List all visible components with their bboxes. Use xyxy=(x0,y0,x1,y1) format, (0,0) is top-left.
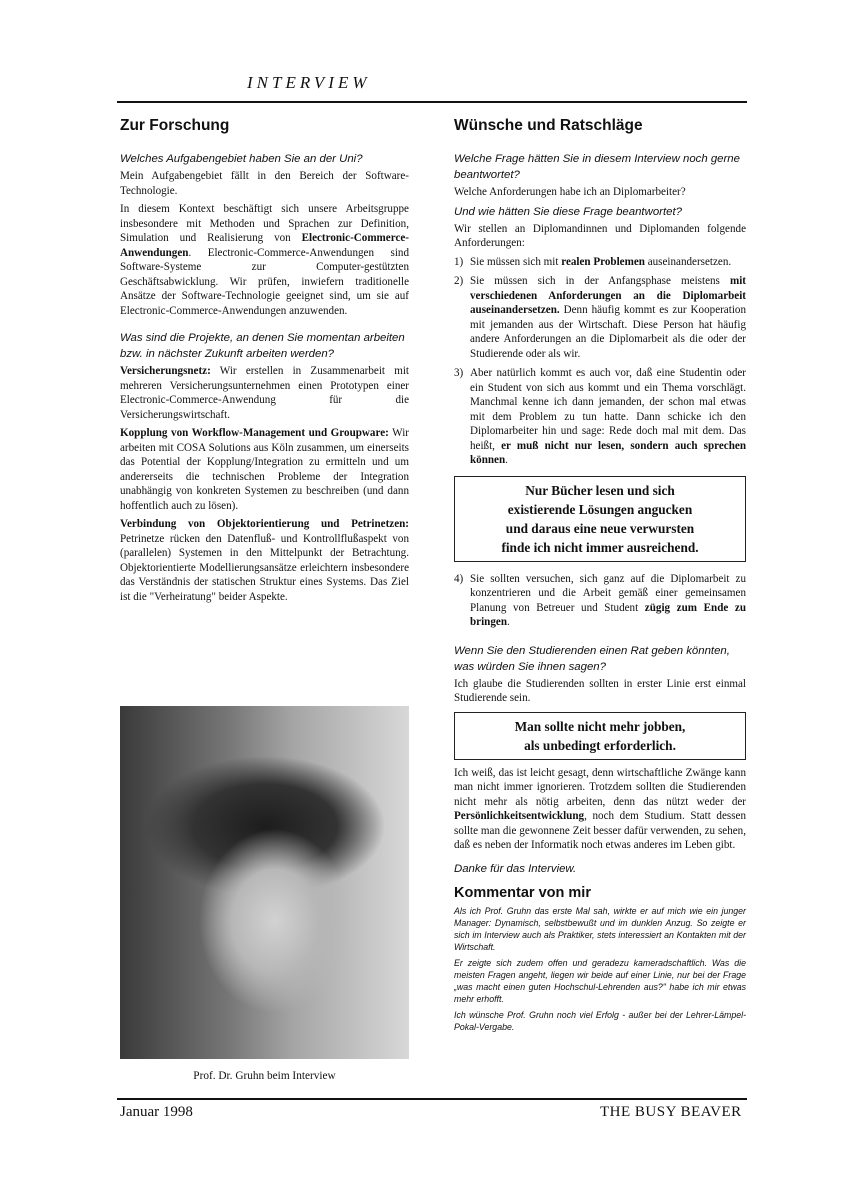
requirement-item xyxy=(454,572,746,630)
project-versicherungsnetz xyxy=(120,364,409,422)
project-title: Kopplung von Workflow-Management und Groupware: xyxy=(120,427,389,439)
item-emphasis: zügig zum Ende zu bringen xyxy=(470,601,746,628)
item-number: 3) xyxy=(454,367,464,379)
right-column xyxy=(454,117,746,1037)
item-number: 1) xyxy=(454,255,464,268)
commentary-p1: Als ich Prof. Gruhn das erste Mal sah, wirkte er auf mich wie ein junger Manager: Dynamisch, selbstbewußt und im dunklen Anzug. So zeigte er sich im Interview auch als Praktiker, stets interessiert an Kontakten mit der Wirtschaft. xyxy=(454,905,746,952)
issue-date: Januar 1998 xyxy=(120,1104,193,1120)
pull-quote-line: Nur Bücher lesen und sich xyxy=(525,482,675,498)
answer-task-area-p2 xyxy=(120,202,409,318)
item-text: auseinandersetzen. xyxy=(644,255,732,268)
project-text: Wir arbeiten mit COSA Solutions aus Köln zusammen, um einerseits das Potential der Kopplung/Integration zu ermitteln und um andererseits die technischen Probleme der Integration unabhängig von konkreten Systemen zu beschreiben (und dann hoffentlich auch zu lösen). xyxy=(120,427,409,512)
item-text: Sie sollten versuchen, sich ganz auf die Diplomarbeit zu konzentrieren und die Arbeit gemäß einer gemeinsamen Planung von Betreuer und Student xyxy=(470,572,746,614)
left-column xyxy=(120,117,409,608)
header-rule xyxy=(117,101,747,103)
item-text: . xyxy=(505,454,508,466)
section-heading-research: Zur Forschung xyxy=(120,117,230,134)
question-projects: Was sind die Projekte, an denen Sie momentan arbeiten bzw. in nächster Zukunft arbeiten werden? xyxy=(120,332,405,360)
project-text: Petrinetze rücken den Datenfluß- und Kontrollflußaspekt von (parallelen) Systemen in den Mittelpunkt der Betrachtung. Objektorientierte Modellierungsansätze erleichtern insbesondere das Verständnis der statischen Struktur eines Systems. Das Ziel ist die "Verheiratung" beider Aspekte. xyxy=(120,532,409,603)
question-how-answer: Und wie hätten Sie diese Frage beantwortet? xyxy=(454,205,682,218)
pull-quote-books xyxy=(454,476,746,562)
item-text: . xyxy=(507,616,510,628)
running-title: INTERVIEW xyxy=(247,73,371,92)
section-heading-wishes: Wünsche und Ratschläge xyxy=(454,117,643,134)
commentary-p2: Er zeigte sich zudem offen und geradezu kameradschaftlich. Was die meisten Fragen angeht, liegen wir beide auf einer Linie, nur bei der Frage „was macht einen guten Hochschul-Lehrenden aus?" habe ich mir etwas mehr erhofft. xyxy=(454,957,746,1004)
magazine-name: THE BUSY BEAVER xyxy=(600,1104,742,1120)
item-text: Sie müssen sich in der Anfangsphase meistens xyxy=(470,275,730,287)
requirement-item xyxy=(454,255,746,270)
answer-text: In diesem Kontext beschäftigt sich unsere Arbeitsgruppe insbesondere mit Methoden und Sprachen zur Definition, Simulation und Realisierung von xyxy=(120,203,409,244)
project-kopplung xyxy=(120,426,409,513)
photo-caption: Prof. Dr. Gruhn beim Interview xyxy=(193,1070,336,1082)
pull-quote-jobs xyxy=(454,712,746,760)
project-title: Versicherungsnetz: xyxy=(120,365,211,377)
item-text: Sie müssen sich mit xyxy=(470,255,562,268)
pull-quote-line: als unbedingt erforderlich. xyxy=(524,737,676,753)
answer-unasked: Welche Anforderungen habe ich an Diplomarbeiter? xyxy=(454,186,686,198)
item-emphasis: er muß nicht nur lesen, sondern auch sprechen können xyxy=(470,439,746,466)
answer-text: Ich weiß, das ist leicht gesagt, denn wirtschaftliche Zwänge kann man nicht immer ignorieren. Trotzdem sollten die Studierenden nicht mehr als nötig arbeiten, denn das nützt weder der xyxy=(454,766,746,808)
item-number: 4) xyxy=(454,572,464,585)
item-number: 2) xyxy=(454,275,464,287)
requirements-list xyxy=(454,255,746,468)
item-text: Denn häufig kommt es zur Kooperation mit jemanden aus der Wirtschaft. Diese Person hat häufig andere Anforderungen an die Diplomarbeit als die oder der Studierende oder als wir. xyxy=(470,304,746,360)
question-unasked: Welche Frage hätten Sie in diesem Interview noch gerne beantwortet? xyxy=(454,153,740,181)
answer-intro: Wir stellen an Diplomandinnen und Diplomanden folgende Anforderungen: xyxy=(454,222,746,249)
commentary-box xyxy=(454,885,746,1033)
pull-quote-line: existierende Lösungen angucken xyxy=(507,501,693,517)
answer-jobs xyxy=(454,766,746,853)
commentary-p3: Ich wünsche Prof. Gruhn noch viel Erfolg - außer bei der Lehrer-Lämpel-Pokal-Vergabe. xyxy=(454,1009,746,1032)
project-text: Wir erstellen in Zusammenarbeit mit mehreren Versicherungsunternehmen einen Prototypen einer Electronic-Commerce-Anwendung für die Versicherungswirtschaft. xyxy=(120,365,409,421)
project-objektorientierung xyxy=(120,517,409,604)
requirements-list-cont xyxy=(454,572,746,630)
portrait-photo xyxy=(120,706,409,1059)
answer-text: , noch dem Studium. Statt dessen sollte man die gewonnene Zeit besser dafür verwenden, zu sehen, daß es neben der Informatik noch etwas anderes im Leben gibt. xyxy=(454,810,746,851)
item-text: Aber natürlich kommt es auch vor, daß eine Studentin oder ein Student von sich aus kommt und ein Thema vorschlägt. Manchmal kenne ich dann jemanden, der schon mal etwas mit dem Problem zu tun hatte. Dann schicke ich den Diplomarbeiter hin und sage: Rede doch mal mit dem. Das heißt, xyxy=(470,367,746,452)
item-emphasis: mit verschiedenen Anforderungen an die Diplomarbeit auseinandersetzen. xyxy=(470,275,746,316)
question-advice: Wenn Sie den Studierenden einen Rat geben könnten, was würden Sie ihnen sagen? xyxy=(454,644,730,673)
requirement-item xyxy=(454,366,746,468)
item-emphasis: realen Problemen xyxy=(561,255,645,268)
pull-quote-line: Man sollte nicht mehr jobben, xyxy=(514,718,686,734)
commentary-title: Kommentar von mir xyxy=(454,884,591,901)
answer-advice: Ich glaube die Studierenden sollten in erster Linie erst einmal Studierende sein. xyxy=(454,677,746,704)
footer-rule xyxy=(117,1098,747,1100)
answer-emphasis: Persönlichkeitsentwicklung xyxy=(454,810,585,822)
pull-quote-line: und daraus eine neue verwursten xyxy=(505,520,695,536)
requirement-item xyxy=(454,274,746,361)
pull-quote-line: finde ich nicht immer ausreichend. xyxy=(501,539,699,555)
answer-emphasis: Electronic-Commerce-Anwendungen xyxy=(120,232,409,259)
project-title: Verbindung von Objektorientierung und Petrinetzen: xyxy=(120,518,409,530)
answer-text: . Electronic-Commerce-Anwendungen sind Software-Systeme zur Computer-gestützten Geschäftsabwicklung. Wir prüfen, inwiefern traditionelle Ansätze der Software-Technologie geeignet sind, um sie auf Electronic-Commerce-Anwendungen anzuwenden. xyxy=(120,246,409,317)
question-task-area: Welches Aufgabengebiet haben Sie an der Uni? xyxy=(120,153,363,165)
thanks-line: Danke für das Interview. xyxy=(454,862,577,875)
answer-task-area-p1: Mein Aufgabengebiet fällt in den Bereich der Software-Technologie. xyxy=(120,170,409,197)
